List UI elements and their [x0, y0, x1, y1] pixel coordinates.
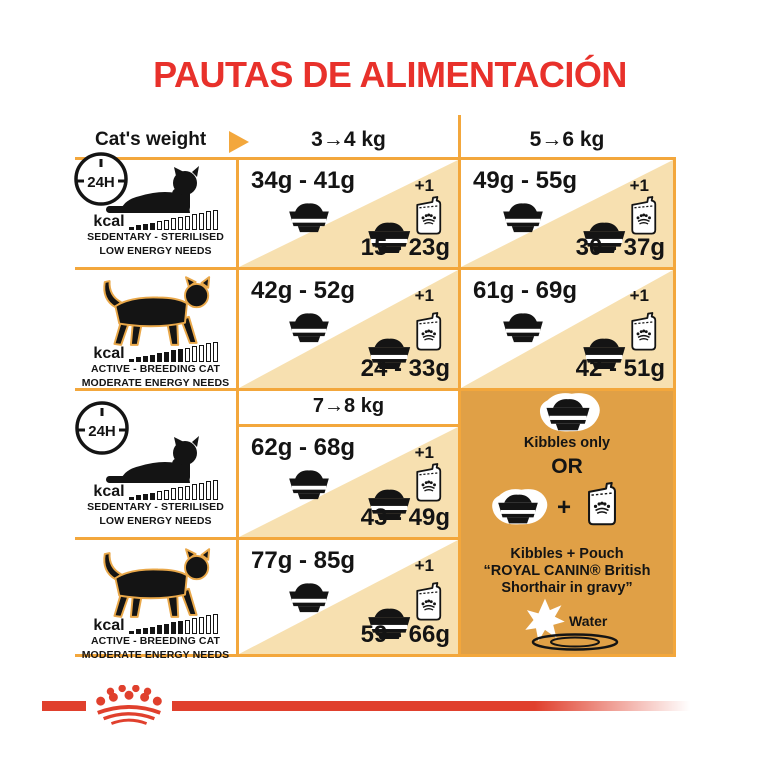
profile-label-line2: MODERATE ENERGY NEEDS [81, 648, 230, 661]
kcal-label: kcal [93, 345, 125, 363]
mix-caption-line1: Kibbles + Pouch [510, 546, 624, 562]
lying-cat-icon [104, 166, 208, 216]
table-border-right [673, 157, 676, 657]
brand-bar-right [172, 701, 690, 711]
profile-active-2 [75, 548, 236, 661]
plus-one-pouch-label: +1 [414, 556, 434, 575]
plus-one-pouch-label: +1 [629, 176, 649, 195]
or-label: OR [551, 455, 583, 478]
energy-bars-icon [129, 342, 218, 362]
walking-cat-icon [98, 548, 214, 620]
bowl-icon [283, 582, 335, 613]
bowl-icon [283, 469, 335, 500]
pouch-mix-amount: 24 - 33g [360, 355, 450, 382]
pouch-mix-amount: 42 - 51g [575, 355, 665, 382]
walking-cat-icon [98, 276, 214, 348]
energy-bars-icon [129, 480, 218, 500]
profile-label-line1: ACTIVE - BREEDING CAT [90, 363, 221, 376]
bowl-icon [534, 391, 602, 434]
energy-bars-icon [129, 210, 218, 230]
profile-label-line2: LOW ENERGY NEEDS [99, 514, 212, 527]
bowl-icon [487, 487, 549, 527]
plus-one-pouch-label: +1 [414, 286, 434, 305]
royal-canin-crown-logo [88, 685, 170, 727]
kcal-label: kcal [93, 617, 125, 635]
kibbles-amount: 77g - 85g [251, 547, 356, 574]
plus-one-pouch-label: +1 [629, 286, 649, 305]
pouch-icon [585, 481, 619, 527]
plus-one-pouch-label: +1 [414, 443, 434, 462]
profile-sedentary-1 [75, 166, 236, 257]
plus-sign: + [557, 494, 572, 521]
kibbles-amount: 61g - 69g [473, 277, 578, 304]
ration-cell-sedentary-3-4kg [239, 160, 458, 267]
energy-bars-icon [129, 614, 218, 634]
mix-caption-line3: Shorthair in gravy” [501, 580, 633, 596]
profile-active-1 [75, 276, 236, 389]
clock-24h-label: 24H [88, 423, 116, 440]
ration-cell-active-7-8kg [239, 540, 458, 654]
kcal-label: kcal [93, 483, 125, 501]
pouch-mix-amount: 15 - 23g [360, 234, 450, 261]
ration-cell-active-5-6kg [461, 270, 673, 388]
profile-sedentary-2 [75, 436, 236, 527]
pouch-mix-amount: 59 - 66g [360, 621, 450, 648]
weight-column-5-6kg: 5→6 kg [529, 128, 605, 151]
kcal-meter [93, 614, 217, 634]
ration-cell-sedentary-7-8kg [239, 427, 458, 537]
pouch-mix-amount: 30 - 37g [575, 234, 665, 261]
pouch-mix-amount: 43 - 49g [360, 504, 450, 531]
ration-cell-active-3-4kg [239, 270, 458, 388]
kibbles-only-label: Kibbles only [523, 435, 611, 451]
cats-weight-label: Cat's weight [95, 129, 207, 150]
brand-bar-left [42, 701, 86, 711]
bowl-icon [283, 312, 335, 343]
profile-label-line1: SEDENTARY - STERILISED [87, 501, 224, 514]
lying-cat-icon [104, 436, 208, 486]
bowl-icon [283, 202, 335, 233]
kibbles-amount: 42g - 52g [251, 277, 356, 304]
ration-cell-sedentary-5-6kg [461, 160, 673, 267]
profile-label-line2: LOW ENERGY NEEDS [99, 244, 212, 257]
weight-column-3-4kg: 3→4 kg [311, 128, 386, 151]
kcal-meter [93, 342, 217, 362]
weight-column-7-8kg: 7→8 kg [312, 395, 385, 417]
profile-label-line1: SEDENTARY - STERILISED [87, 231, 224, 244]
water-ripples-icon [523, 631, 627, 653]
bowl-icon [497, 202, 549, 233]
page-title: PAUTAS DE ALIMENTACIÓN [153, 54, 627, 95]
profile-label-line1: ACTIVE - BREEDING CAT [90, 635, 221, 648]
kibbles-amount: 49g - 55g [473, 167, 578, 194]
water-label: Water [569, 613, 608, 629]
plus-one-pouch-label: +1 [414, 176, 434, 195]
mixed-feeding-panel [461, 391, 673, 654]
kcal-label: kcal [93, 213, 125, 231]
profile-label-line2: MODERATE ENERGY NEEDS [81, 376, 230, 389]
clock-24h-label: 24H [87, 174, 115, 191]
mix-caption-line2: “ROYAL CANIN® British [483, 563, 651, 579]
kcal-meter [93, 210, 217, 230]
kibbles-amount: 62g - 68g [251, 434, 356, 461]
bowl-icon [497, 312, 549, 343]
kcal-meter [93, 480, 217, 500]
kibbles-amount: 34g - 41g [251, 167, 356, 194]
